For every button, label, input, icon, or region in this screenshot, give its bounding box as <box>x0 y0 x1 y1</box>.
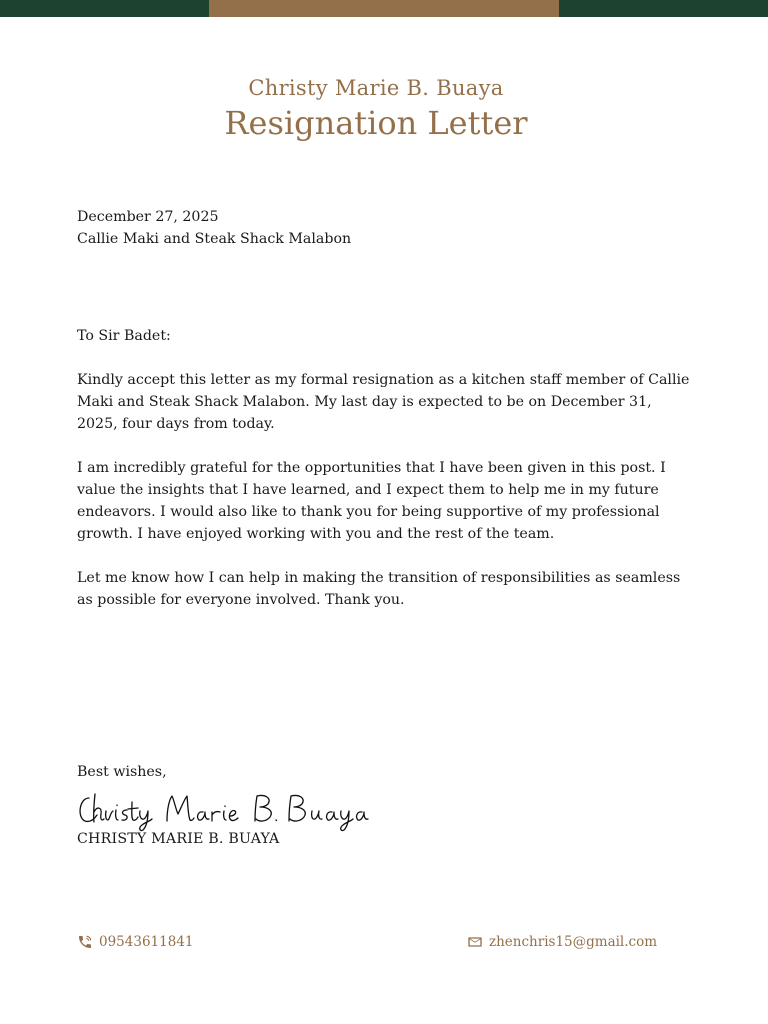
body-paragraph: Kindly accept this letter as my formal resignation as a kitchen staff member of Callie Maki and Steak Shack Malabon. My last day is expected to be on December 31, 2025, four days from today. <box>77 372 690 432</box>
handwritten-signature <box>75 788 495 832</box>
email-contact <box>467 934 657 950</box>
envelope-icon <box>467 934 483 950</box>
letter-header <box>0 76 768 142</box>
phone-number: 09543611841 <box>99 934 194 950</box>
body-paragraph: I am incredibly grateful for the opportunities that I have been given in this post. I value the insights that I have learned, and I expect them to help me in my future endeavors. I would also like to thank you for being supportive of my professional growth. I have enjoyed working with you and the rest of the team. <box>77 460 666 542</box>
author-name: Christy Marie B. Buaya <box>248 76 504 100</box>
top-accent-bar <box>209 0 559 17</box>
closing-line: Best wishes, <box>77 764 167 780</box>
document-title: Resignation Letter <box>224 104 528 142</box>
letter-date: December 27, 2025 <box>77 209 219 225</box>
date-recipient-block <box>77 206 692 250</box>
body-paragraph: Let me know how I can help in making the transition of responsibilities as seamless as possible for everyone involved. Thank you. <box>77 570 681 608</box>
email-address: zhenchris15@gmail.com <box>489 934 658 950</box>
salutation: To Sir Badet: <box>77 328 171 344</box>
letter-body <box>77 369 692 633</box>
top-color-bar <box>0 0 768 17</box>
printed-name: CHRISTY MARIE B. BUAYA <box>77 831 280 847</box>
phone-icon <box>77 934 93 950</box>
recipient-company: Callie Maki and Steak Shack Malabon <box>77 231 352 247</box>
phone-contact <box>77 934 193 950</box>
